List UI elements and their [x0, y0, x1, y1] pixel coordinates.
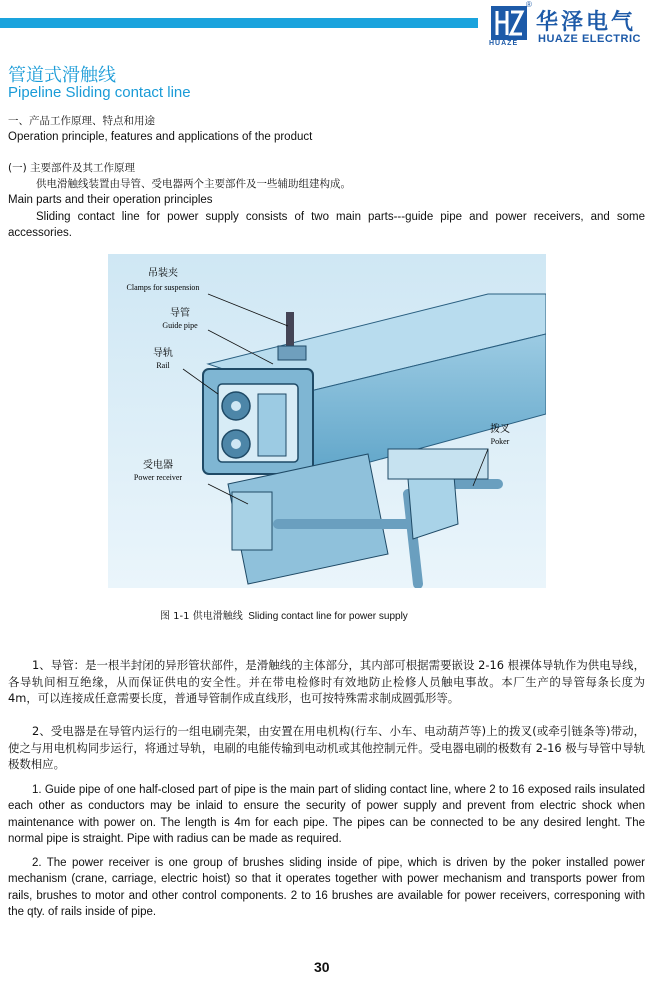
sub-heading-en: Main parts and their operation principles — [8, 194, 213, 206]
logo-mark-icon — [491, 6, 527, 40]
page-title-cn: 管道式滑触线 — [8, 65, 116, 86]
paragraph-en-2: 2. The power receiver is one group of brushes sliding inside of pipe, which is driven by the poker installed power mechanism (crane, carriage, electric hoist) so that it operates together with power mechanism and transports power from rails, brushes to motor and other control components. 2 to 16 brushes are available for power receivers, corresponing with the qty. of rails inside of pipe. — [8, 857, 645, 919]
label-receiver-en: Power receiver — [133, 473, 183, 482]
label-rail-en: Rail — [156, 361, 170, 370]
brand-name-cn: 华泽电气 — [536, 10, 637, 35]
section-heading-en: Operation principle, features and applications of the product — [8, 131, 313, 143]
paragraph-cn-2: 2、受电器是在导管内运行的一组电刷壳架，由安置在用电机构(行车、小车、电动葫芦等)上的拨叉(或牵引链条等)带动，使之与用电机构同步运行，将通过导轨，电刷的电能传输到电动机或其他控制元件。受电器电刷的极数有 2-16 极与导管中导轨极数相应。 — [8, 724, 645, 772]
page-title-en: Pipeline Sliding contact line — [8, 84, 191, 101]
header-accent-bar — [0, 18, 478, 28]
section-heading-cn: 一、产品工作原理、特点和用途 — [8, 115, 155, 127]
label-receiver-cn: 受电器 — [143, 460, 173, 471]
sliding-line-illustration — [108, 254, 546, 588]
sub-body-cn: 供电滑触线装置由导管、受电器两个主要部件及一些辅助组建构成。 — [36, 178, 351, 190]
label-poker-en: Poker — [490, 437, 510, 446]
label-pipe-en: Guide pipe — [162, 321, 198, 330]
label-pipe-cn: 导管 — [170, 308, 190, 319]
brand-name-en: HUAZE ELECTRIC — [538, 33, 641, 45]
brand-logo — [491, 6, 527, 40]
caption-en: Sliding contact line for power supply — [248, 611, 408, 622]
label-rail-cn: 导轨 — [153, 348, 173, 359]
label-poker-cn: 拨叉 — [490, 424, 510, 435]
page-number: 30 — [314, 959, 330, 975]
sub-body-en: Sliding contact line for power supply consists of two main parts---guide pipe and power receivers, and some accessories. — [8, 211, 645, 240]
figure-caption — [160, 607, 408, 622]
label-clamp-en: Clamps for suspension — [126, 283, 200, 292]
paragraph-cn-1: 1、导管：是一根半封闭的异形管状部件，是滑触线的主体部分，其内部可根据需要嵌设 2-16 根裸体导轨作为供电导线，各导轨间相互绝缘，从而保证供电的安全性。并在带电检修时有效地防止检修人员触电事故。本厂生产的导管每条长度为 4m，可以连接成任意需要长度，普通导管制作成直线形，也可按特殊需求制成圆弧形等。 — [8, 658, 645, 706]
label-clamp-cn: 吊装夹 — [148, 268, 178, 279]
caption-prefix: 图 1-1 供电滑触线 — [160, 611, 243, 622]
paragraph-en-1: 1. Guide pipe of one half-closed part of pipe is the main part of sliding contact line, where 2 to 16 exposed rails insulated each other as conductors may be inlaid to ensure the security of power supply and prevent from electric shock when maintenance with power on. The length is 4m for each pipe. The pipes can be connected to be any desired lenght. The normal pipe is straight. Pipe with radius can be made as required. — [8, 784, 645, 846]
sub-heading-cn: (一) 主要部件及其工作原理 — [8, 162, 136, 174]
product-figure — [108, 254, 546, 588]
registered-mark: ® — [526, 0, 532, 9]
logo-subtext: HUAZE — [489, 40, 519, 47]
